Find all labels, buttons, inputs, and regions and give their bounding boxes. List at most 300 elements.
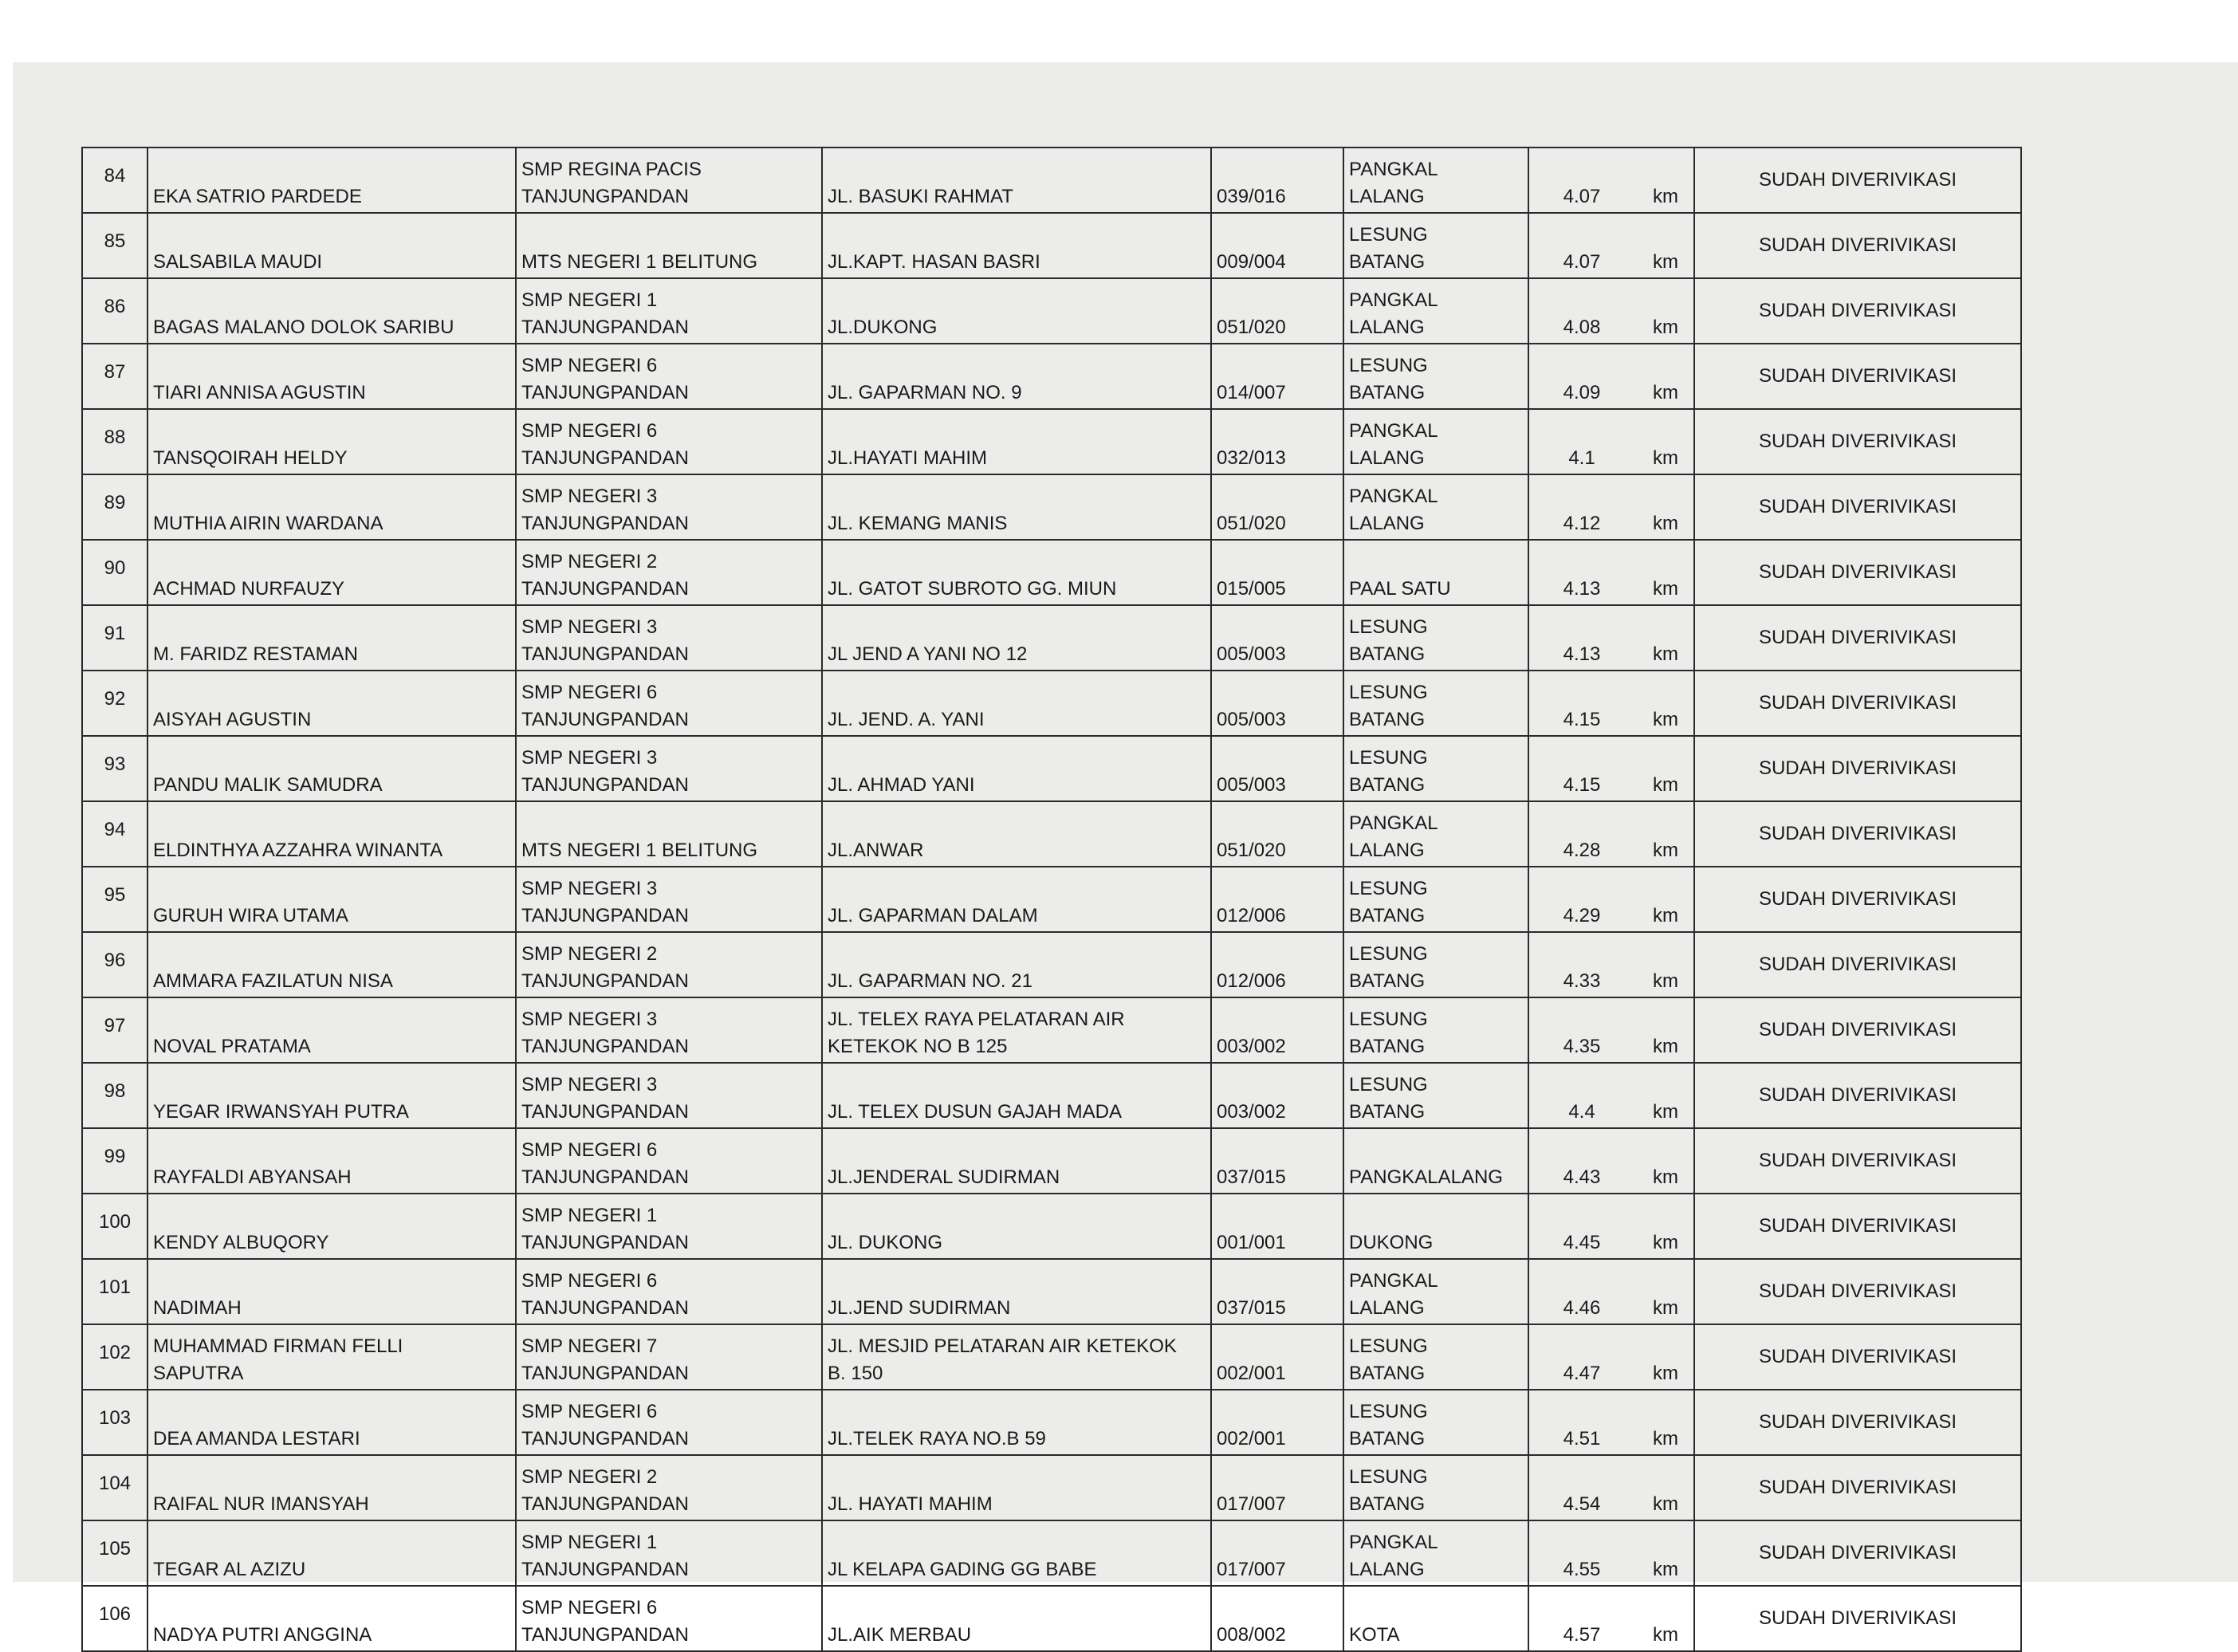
distance-unit: km	[1653, 643, 1678, 665]
school-name-line: TANJUNGPANDAN	[521, 1559, 689, 1580]
student-name	[147, 736, 516, 801]
row-number: 92	[82, 671, 147, 736]
area-line: BATANG	[1349, 709, 1426, 730]
distance	[1528, 736, 1694, 801]
distance	[1528, 1259, 1694, 1324]
student-name	[147, 1063, 516, 1128]
address	[822, 867, 1211, 932]
rt-rw: 008/002	[1211, 1586, 1343, 1651]
rt-rw: 032/013	[1211, 409, 1343, 474]
area-line: BATANG	[1349, 382, 1426, 403]
distance-unit: km	[1653, 970, 1678, 992]
school-name	[516, 1324, 822, 1390]
area-line: PANGKALALANG	[1349, 1166, 1503, 1188]
address-line: JL. JEND. A. YANI	[828, 709, 985, 730]
school-name	[516, 1128, 822, 1194]
school-name-line: TANJUNGPANDAN	[521, 317, 689, 338]
school-name	[516, 409, 822, 474]
table-row	[82, 474, 2021, 540]
student-name-line: AMMARA FAZILATUN NISA	[153, 970, 393, 992]
row-number: 103	[82, 1390, 147, 1455]
distance-value: 4.07	[1563, 186, 1601, 207]
student-name	[147, 148, 516, 213]
distance-value: 4.51	[1563, 1428, 1601, 1449]
school-name-line: SMP NEGERI 6	[521, 1139, 658, 1161]
student-name-line: AISYAH AGUSTIN	[153, 709, 312, 730]
distance	[1528, 801, 1694, 867]
school-name-line: SMP NEGERI 6	[521, 355, 658, 376]
address	[822, 605, 1211, 671]
school-name-line: TANJUNGPANDAN	[521, 1036, 689, 1057]
area-line: LESUNG	[1349, 616, 1428, 638]
area	[1343, 278, 1528, 344]
student-name	[147, 213, 516, 278]
area	[1343, 605, 1528, 671]
verification-status: SUDAH DIVERIVIKASI	[1694, 1063, 2021, 1128]
area	[1343, 409, 1528, 474]
school-name	[516, 1194, 822, 1259]
distance-unit: km	[1653, 1428, 1678, 1449]
address-line: JL. MESJID PELATARAN AIR KETEKOK	[828, 1335, 1177, 1357]
school-name-line: SMP NEGERI 6	[521, 1597, 658, 1619]
address	[822, 997, 1211, 1063]
row-number: 99	[82, 1128, 147, 1194]
area	[1343, 1520, 1528, 1586]
area-line: BATANG	[1349, 905, 1426, 926]
area-line: LALANG	[1349, 317, 1425, 338]
distance-value: 4.07	[1563, 251, 1601, 273]
row-number: 88	[82, 409, 147, 474]
row-number: 102	[82, 1324, 147, 1390]
school-name-line: SMP NEGERI 1	[521, 1532, 658, 1553]
rt-rw: 009/004	[1211, 213, 1343, 278]
school-name	[516, 671, 822, 736]
area-line: LESUNG	[1349, 1009, 1428, 1030]
area-line: LESUNG	[1349, 1466, 1428, 1488]
distance	[1528, 605, 1694, 671]
school-name-line: SMP NEGERI 1	[521, 1205, 658, 1226]
row-number: 95	[82, 867, 147, 932]
area	[1343, 997, 1528, 1063]
school-name-line: TANJUNGPANDAN	[521, 1166, 689, 1188]
address	[822, 736, 1211, 801]
area	[1343, 671, 1528, 736]
table-row	[82, 1063, 2021, 1128]
school-name-line: SMP NEGERI 2	[521, 551, 658, 572]
distance-unit: km	[1653, 251, 1678, 273]
distance-unit: km	[1653, 1036, 1678, 1057]
row-number: 91	[82, 605, 147, 671]
verification-status: SUDAH DIVERIVIKASI	[1694, 474, 2021, 540]
school-name	[516, 344, 822, 409]
rt-rw: 003/002	[1211, 1063, 1343, 1128]
address	[822, 932, 1211, 997]
school-name-line: TANJUNGPANDAN	[521, 186, 689, 207]
rt-rw: 039/016	[1211, 148, 1343, 213]
school-name	[516, 1455, 822, 1520]
distance-unit: km	[1653, 1166, 1678, 1188]
distance	[1528, 1324, 1694, 1390]
area	[1343, 1194, 1528, 1259]
school-name	[516, 997, 822, 1063]
distance-unit: km	[1653, 186, 1678, 207]
distance	[1528, 1586, 1694, 1651]
address-line: JL. GAPARMAN NO. 9	[828, 382, 1022, 403]
area	[1343, 148, 1528, 213]
school-name	[516, 605, 822, 671]
area	[1343, 1259, 1528, 1324]
student-name-line: MUTHIA AIRIN WARDANA	[153, 513, 383, 534]
distance-unit: km	[1653, 447, 1678, 469]
school-name-line: SMP NEGERI 7	[521, 1335, 658, 1357]
distance-value: 4.55	[1563, 1559, 1601, 1580]
area-line: LESUNG	[1349, 747, 1428, 769]
school-name-line: TANJUNGPANDAN	[521, 382, 689, 403]
address-line: JL. GAPARMAN NO. 21	[828, 970, 1032, 992]
table-row	[82, 1128, 2021, 1194]
rt-rw: 005/003	[1211, 736, 1343, 801]
distance-value: 4.29	[1563, 905, 1601, 926]
student-name	[147, 1455, 516, 1520]
student-name-line: M. FARIDZ RESTAMAN	[153, 643, 358, 665]
distance-value: 4.47	[1563, 1363, 1601, 1384]
school-name	[516, 932, 822, 997]
verification-status: SUDAH DIVERIVIKASI	[1694, 1259, 2021, 1324]
address	[822, 1194, 1211, 1259]
area-line: PANGKAL	[1349, 486, 1438, 507]
area-line: BATANG	[1349, 1036, 1426, 1057]
school-name	[516, 1390, 822, 1455]
verification-status: SUDAH DIVERIVIKASI	[1694, 801, 2021, 867]
address-line: JL. TELEX DUSUN GAJAH MADA	[828, 1101, 1122, 1123]
rt-rw: 005/003	[1211, 671, 1343, 736]
school-name-line: SMP NEGERI 6	[521, 682, 658, 703]
rt-rw: 002/001	[1211, 1324, 1343, 1390]
distance-unit: km	[1653, 1363, 1678, 1384]
school-name-line: TANJUNGPANDAN	[521, 1624, 689, 1646]
area-line: BATANG	[1349, 1363, 1426, 1384]
distance	[1528, 1128, 1694, 1194]
verification-status: SUDAH DIVERIVIKASI	[1694, 997, 2021, 1063]
area-line: LALANG	[1349, 1559, 1425, 1580]
student-name-line: EKA SATRIO PARDEDE	[153, 186, 362, 207]
table-row	[82, 1390, 2021, 1455]
address	[822, 801, 1211, 867]
table-row	[82, 997, 2021, 1063]
area-line: BATANG	[1349, 1101, 1426, 1123]
school-name	[516, 148, 822, 213]
distance-value: 4.13	[1563, 643, 1601, 665]
distance	[1528, 1063, 1694, 1128]
school-name-line: TANJUNGPANDAN	[521, 905, 689, 926]
verification-status: SUDAH DIVERIVIKASI	[1694, 1194, 2021, 1259]
rt-rw: 051/020	[1211, 801, 1343, 867]
area-line: DUKONG	[1349, 1232, 1434, 1253]
rt-rw: 037/015	[1211, 1128, 1343, 1194]
area	[1343, 213, 1528, 278]
rt-rw: 017/007	[1211, 1520, 1343, 1586]
address	[822, 1586, 1211, 1651]
row-number: 104	[82, 1455, 147, 1520]
distance-unit: km	[1653, 1101, 1678, 1123]
student-name-line: KENDY ALBUQORY	[153, 1232, 329, 1253]
address-line: KETEKOK NO B 125	[828, 1036, 1008, 1057]
rt-rw: 051/020	[1211, 474, 1343, 540]
area-line: BATANG	[1349, 643, 1426, 665]
student-name	[147, 867, 516, 932]
address	[822, 540, 1211, 605]
verification-status: SUDAH DIVERIVIKASI	[1694, 1390, 2021, 1455]
student-name-line: DEA AMANDA LESTARI	[153, 1428, 360, 1449]
area-line: PANGKAL	[1349, 289, 1438, 311]
distance-unit: km	[1653, 905, 1678, 926]
row-number: 101	[82, 1259, 147, 1324]
rt-rw: 017/007	[1211, 1455, 1343, 1520]
row-number: 94	[82, 801, 147, 867]
area	[1343, 1324, 1528, 1390]
area-line: LESUNG	[1349, 682, 1428, 703]
row-number: 87	[82, 344, 147, 409]
school-name-line: SMP NEGERI 2	[521, 943, 658, 965]
address	[822, 344, 1211, 409]
area-line: BATANG	[1349, 1493, 1426, 1515]
address	[822, 1520, 1211, 1586]
school-name	[516, 1586, 822, 1651]
address-line: JL JEND A YANI NO 12	[828, 643, 1028, 665]
address-line: JL. AHMAD YANI	[828, 774, 975, 796]
student-name-line: YEGAR IRWANSYAH PUTRA	[153, 1101, 409, 1123]
row-number: 86	[82, 278, 147, 344]
distance-value: 4.45	[1563, 1232, 1601, 1253]
area-line: BATANG	[1349, 774, 1426, 796]
area-line: PANGKAL	[1349, 159, 1438, 180]
student-name	[147, 671, 516, 736]
address	[822, 278, 1211, 344]
area	[1343, 474, 1528, 540]
distance-unit: km	[1653, 1559, 1678, 1580]
distance	[1528, 409, 1694, 474]
distance-value: 4.46	[1563, 1297, 1601, 1319]
area	[1343, 540, 1528, 605]
table-row	[82, 736, 2021, 801]
address	[822, 1324, 1211, 1390]
student-name	[147, 1194, 516, 1259]
table-row	[82, 671, 2021, 736]
address-line: JL.AIK MERBAU	[828, 1624, 972, 1646]
rt-rw: 051/020	[1211, 278, 1343, 344]
distance	[1528, 867, 1694, 932]
rt-rw: 012/006	[1211, 867, 1343, 932]
address	[822, 1063, 1211, 1128]
school-name	[516, 801, 822, 867]
address	[822, 671, 1211, 736]
rt-rw: 001/001	[1211, 1194, 1343, 1259]
area-line: LALANG	[1349, 840, 1425, 861]
school-name-line: TANJUNGPANDAN	[521, 578, 689, 600]
row-number: 84	[82, 148, 147, 213]
area-line: LALANG	[1349, 513, 1425, 534]
distance-unit: km	[1653, 774, 1678, 796]
student-name-line: TIARI ANNISA AGUSTIN	[153, 382, 366, 403]
school-name-line: SMP NEGERI 3	[521, 486, 658, 507]
area-line: BATANG	[1349, 970, 1426, 992]
distance-unit: km	[1653, 1297, 1678, 1319]
distance	[1528, 997, 1694, 1063]
distance	[1528, 148, 1694, 213]
area-line: BATANG	[1349, 1428, 1426, 1449]
school-name	[516, 1259, 822, 1324]
area	[1343, 736, 1528, 801]
student-name-line: NADIMAH	[153, 1297, 242, 1319]
school-name	[516, 474, 822, 540]
student-name	[147, 997, 516, 1063]
student-name	[147, 409, 516, 474]
distance-value: 4.33	[1563, 970, 1601, 992]
table-row	[82, 278, 2021, 344]
distance-unit: km	[1653, 840, 1678, 861]
area-line: PANGKAL	[1349, 420, 1438, 442]
distance-value: 4.09	[1563, 382, 1601, 403]
school-name	[516, 1063, 822, 1128]
distance-value: 4.28	[1563, 840, 1601, 861]
school-name-line: TANJUNGPANDAN	[521, 1232, 689, 1253]
school-name-line: SMP REGINA PACIS	[521, 159, 702, 180]
address-line: JL.JENDERAL SUDIRMAN	[828, 1166, 1060, 1188]
address	[822, 213, 1211, 278]
distance	[1528, 278, 1694, 344]
address-line: JL. KEMANG MANIS	[828, 513, 1008, 534]
area	[1343, 801, 1528, 867]
student-name	[147, 278, 516, 344]
area-line: PANGKAL	[1349, 1532, 1438, 1553]
address-line: B. 150	[828, 1363, 883, 1384]
distance-value: 4.54	[1563, 1493, 1601, 1515]
verification-status: SUDAH DIVERIVIKASI	[1694, 540, 2021, 605]
school-name-line: TANJUNGPANDAN	[521, 1493, 689, 1515]
student-name	[147, 1586, 516, 1651]
student-name	[147, 801, 516, 867]
address-line: JL. TELEX RAYA PELATARAN AIR	[828, 1009, 1125, 1030]
distance-value: 4.15	[1563, 709, 1601, 730]
table-row	[82, 344, 2021, 409]
table-row	[82, 1259, 2021, 1324]
student-name-line: RAYFALDI ABYANSAH	[153, 1166, 352, 1188]
school-name-line: SMP NEGERI 3	[521, 747, 658, 769]
area-line: PANGKAL	[1349, 812, 1438, 834]
distance	[1528, 213, 1694, 278]
school-name-line: TANJUNGPANDAN	[521, 1101, 689, 1123]
area-line: PANGKAL	[1349, 1270, 1438, 1292]
area-line: LESUNG	[1349, 1074, 1428, 1095]
verification-status: SUDAH DIVERIVIKASI	[1694, 671, 2021, 736]
student-name-line: NOVAL PRATAMA	[153, 1036, 311, 1057]
row-number: 98	[82, 1063, 147, 1128]
school-name-line: SMP NEGERI 6	[521, 1401, 658, 1422]
distance	[1528, 474, 1694, 540]
rt-rw: 015/005	[1211, 540, 1343, 605]
verification-status: SUDAH DIVERIVIKASI	[1694, 344, 2021, 409]
row-number: 105	[82, 1520, 147, 1586]
school-name	[516, 867, 822, 932]
verification-status: SUDAH DIVERIVIKASI	[1694, 736, 2021, 801]
area-line: LALANG	[1349, 447, 1425, 469]
area-line: LESUNG	[1349, 355, 1428, 376]
student-name	[147, 932, 516, 997]
student-name-line: SALSABILA MAUDI	[153, 251, 323, 273]
student-name-line: GURUH WIRA UTAMA	[153, 905, 348, 926]
school-name-line: TANJUNGPANDAN	[521, 447, 689, 469]
table-row	[82, 1455, 2021, 1520]
address-line: JL. BASUKI RAHMAT	[828, 186, 1013, 207]
table-row	[82, 1586, 2021, 1651]
distance	[1528, 1520, 1694, 1586]
school-name	[516, 540, 822, 605]
student-name-line: MUHAMMAD FIRMAN FELLI	[153, 1335, 403, 1357]
student-name-line: PANDU MALIK SAMUDRA	[153, 774, 383, 796]
row-number: 93	[82, 736, 147, 801]
distance	[1528, 932, 1694, 997]
distance-value: 4.1	[1568, 447, 1595, 469]
verification-status: SUDAH DIVERIVIKASI	[1694, 932, 2021, 997]
student-name	[147, 1259, 516, 1324]
distance-value: 4.35	[1563, 1036, 1601, 1057]
distance	[1528, 1194, 1694, 1259]
area-line: LALANG	[1349, 1297, 1425, 1319]
verification-status: SUDAH DIVERIVIKASI	[1694, 1520, 2021, 1586]
school-name-line: TANJUNGPANDAN	[521, 1297, 689, 1319]
school-name-line: MTS NEGERI 1 BELITUNG	[521, 251, 758, 273]
address-line: JL.DUKONG	[828, 317, 938, 338]
verification-status: SUDAH DIVERIVIKASI	[1694, 409, 2021, 474]
row-number: 89	[82, 474, 147, 540]
student-name	[147, 344, 516, 409]
school-name	[516, 1520, 822, 1586]
table-row	[82, 1324, 2021, 1390]
row-number: 100	[82, 1194, 147, 1259]
distance-value: 4.43	[1563, 1166, 1601, 1188]
row-number: 90	[82, 540, 147, 605]
address	[822, 148, 1211, 213]
verification-status: SUDAH DIVERIVIKASI	[1694, 278, 2021, 344]
area-line: LESUNG	[1349, 878, 1428, 899]
distance-unit: km	[1653, 578, 1678, 600]
rt-rw: 037/015	[1211, 1259, 1343, 1324]
school-name-line: SMP NEGERI 3	[521, 1074, 658, 1095]
student-name-line: SAPUTRA	[153, 1363, 244, 1384]
table-row	[82, 605, 2021, 671]
verification-status: SUDAH DIVERIVIKASI	[1694, 1455, 2021, 1520]
rt-rw: 014/007	[1211, 344, 1343, 409]
area-line: LESUNG	[1349, 1335, 1428, 1357]
distance-value: 4.12	[1563, 513, 1601, 534]
distance-value: 4.4	[1568, 1101, 1595, 1123]
rt-rw: 002/001	[1211, 1390, 1343, 1455]
table-row	[82, 801, 2021, 867]
scan-top-margin	[0, 0, 2238, 62]
address	[822, 1128, 1211, 1194]
student-name-line: BAGAS MALANO DOLOK SARIBU	[153, 317, 454, 338]
school-name	[516, 278, 822, 344]
student-name-line: NADYA PUTRI ANGGINA	[153, 1624, 372, 1646]
table-row	[82, 1520, 2021, 1586]
distance	[1528, 1390, 1694, 1455]
area	[1343, 1128, 1528, 1194]
distance-unit: km	[1653, 317, 1678, 338]
rt-rw: 003/002	[1211, 997, 1343, 1063]
distance-unit: km	[1653, 513, 1678, 534]
address-line: JL.ANWAR	[828, 840, 924, 861]
area-line: LESUNG	[1349, 943, 1428, 965]
